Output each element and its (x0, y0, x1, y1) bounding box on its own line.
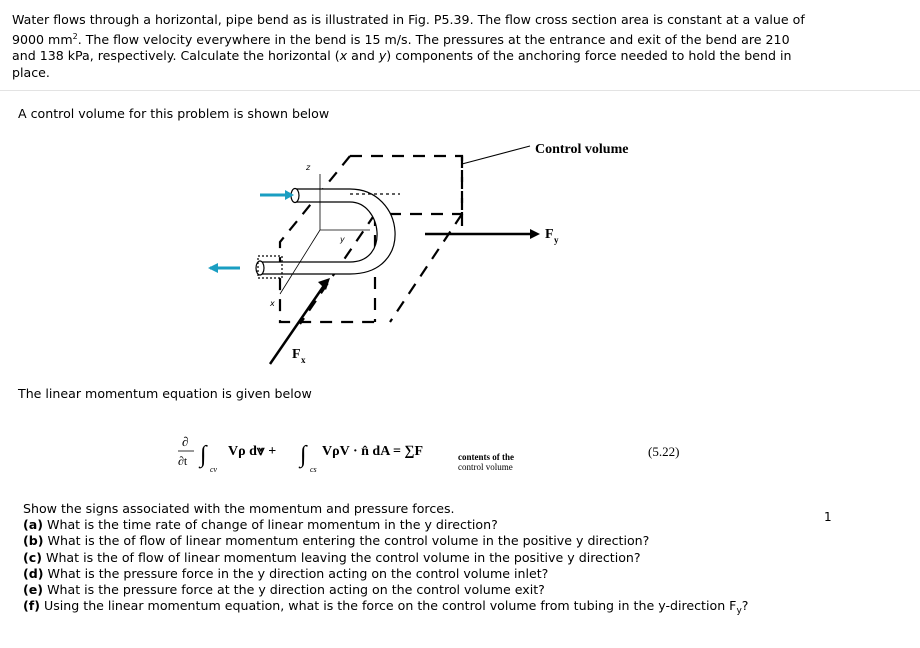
control-volume-intro: A control volume for this problem is shown below (18, 106, 330, 121)
question-a-label: (a) (23, 517, 44, 533)
control-volume-figure (200, 134, 680, 370)
question-f-subscript: y (736, 606, 742, 617)
question-e (23, 582, 853, 598)
question-c-label: (c) (23, 549, 42, 565)
question-a (23, 517, 853, 533)
problem-y-var: y (378, 48, 387, 63)
question-b-text: What is the of flow of linear momentum entering the control volume in the positive y direction? (43, 533, 650, 549)
eq-term2: VρV · n̂ dA = ∑F (322, 444, 424, 459)
question-b (23, 533, 853, 549)
problem-text-4: ) components of the anchoring force needed to hold the bend in place. (12, 48, 792, 80)
pipe-bend (256, 189, 400, 279)
axis-x-label: x (270, 299, 275, 308)
question-d-text: What is the pressure force in the y direction acting on the control volume inlet? (43, 565, 549, 581)
eq-number: (5.22) (648, 444, 680, 459)
fy-label: F (545, 227, 554, 242)
eq-cs: cs (310, 465, 317, 474)
momentum-intro: The linear momentum equation is given below (18, 386, 312, 401)
eq-integral-cv: ∫ (200, 442, 207, 468)
question-b-label: (b) (23, 533, 44, 549)
eq-integral-cs: ∫ (300, 442, 307, 468)
question-d-label: (d) (23, 565, 44, 581)
eq-contents-1: contents of the (458, 452, 514, 462)
problem-statement (12, 12, 812, 81)
eq-contents-2: control volume (458, 462, 513, 472)
axis-z-label: z (306, 163, 311, 172)
eq-cv: cv (210, 465, 218, 474)
problem-text-3: and (347, 48, 379, 63)
problem-text-1: Water flows through a horizontal, pipe bend as is illustrated in Fig. P5.39. The flow cross section area is constant at a value of 9000 mm (12, 12, 805, 47)
fx-subscript: x (301, 355, 306, 365)
question-c (23, 550, 853, 566)
fy-subscript: y (554, 235, 559, 245)
question-f-label: (f) (23, 598, 40, 614)
control-volume-label: Control volume (535, 142, 629, 157)
eq-partial: ∂ (182, 434, 189, 449)
question-a-text: What is the time rate of change of linear momentum in the y direction? (43, 517, 498, 533)
question-f-end: ? (741, 598, 749, 614)
questions (23, 501, 853, 619)
control-volume-leader (462, 146, 530, 164)
question-e-label: (e) (23, 582, 44, 598)
question-c-text: What is the of flow of linear momentum leaving the control volume in the positive y direction? (41, 549, 641, 565)
control-volume-box (280, 156, 462, 324)
fx-label: F (292, 347, 301, 362)
question-f (23, 598, 853, 619)
stray-mark: 1 (824, 510, 832, 524)
divider (0, 90, 920, 91)
problem-text-2: . The flow velocity everywhere in the bend is 15 m/s. The pressures at the entrance and exit of the bend are 210 and 138 kPa, respectively. Calculate the horizontal ( (12, 31, 790, 63)
momentum-equation (172, 428, 712, 480)
flow-arrows (208, 190, 294, 273)
question-e-text: What is the pressure force at the y direction acting on the control volume exit? (43, 582, 545, 598)
question-d (23, 566, 853, 582)
fy-arrowhead (530, 229, 540, 239)
question-f-text: Using the linear momentum equation, what is the force on the control volume from tubing in the y-direction F (40, 598, 737, 614)
eq-term1: Vρ d⩔ + (228, 444, 277, 459)
questions-intro: Show the signs associated with the momentum and pressure forces. (23, 501, 455, 516)
axis-y-label: y (340, 235, 345, 244)
eq-dt: ∂t (178, 454, 188, 468)
problem-superscript: 2 (72, 31, 78, 41)
problem-x-var: x (339, 48, 348, 63)
